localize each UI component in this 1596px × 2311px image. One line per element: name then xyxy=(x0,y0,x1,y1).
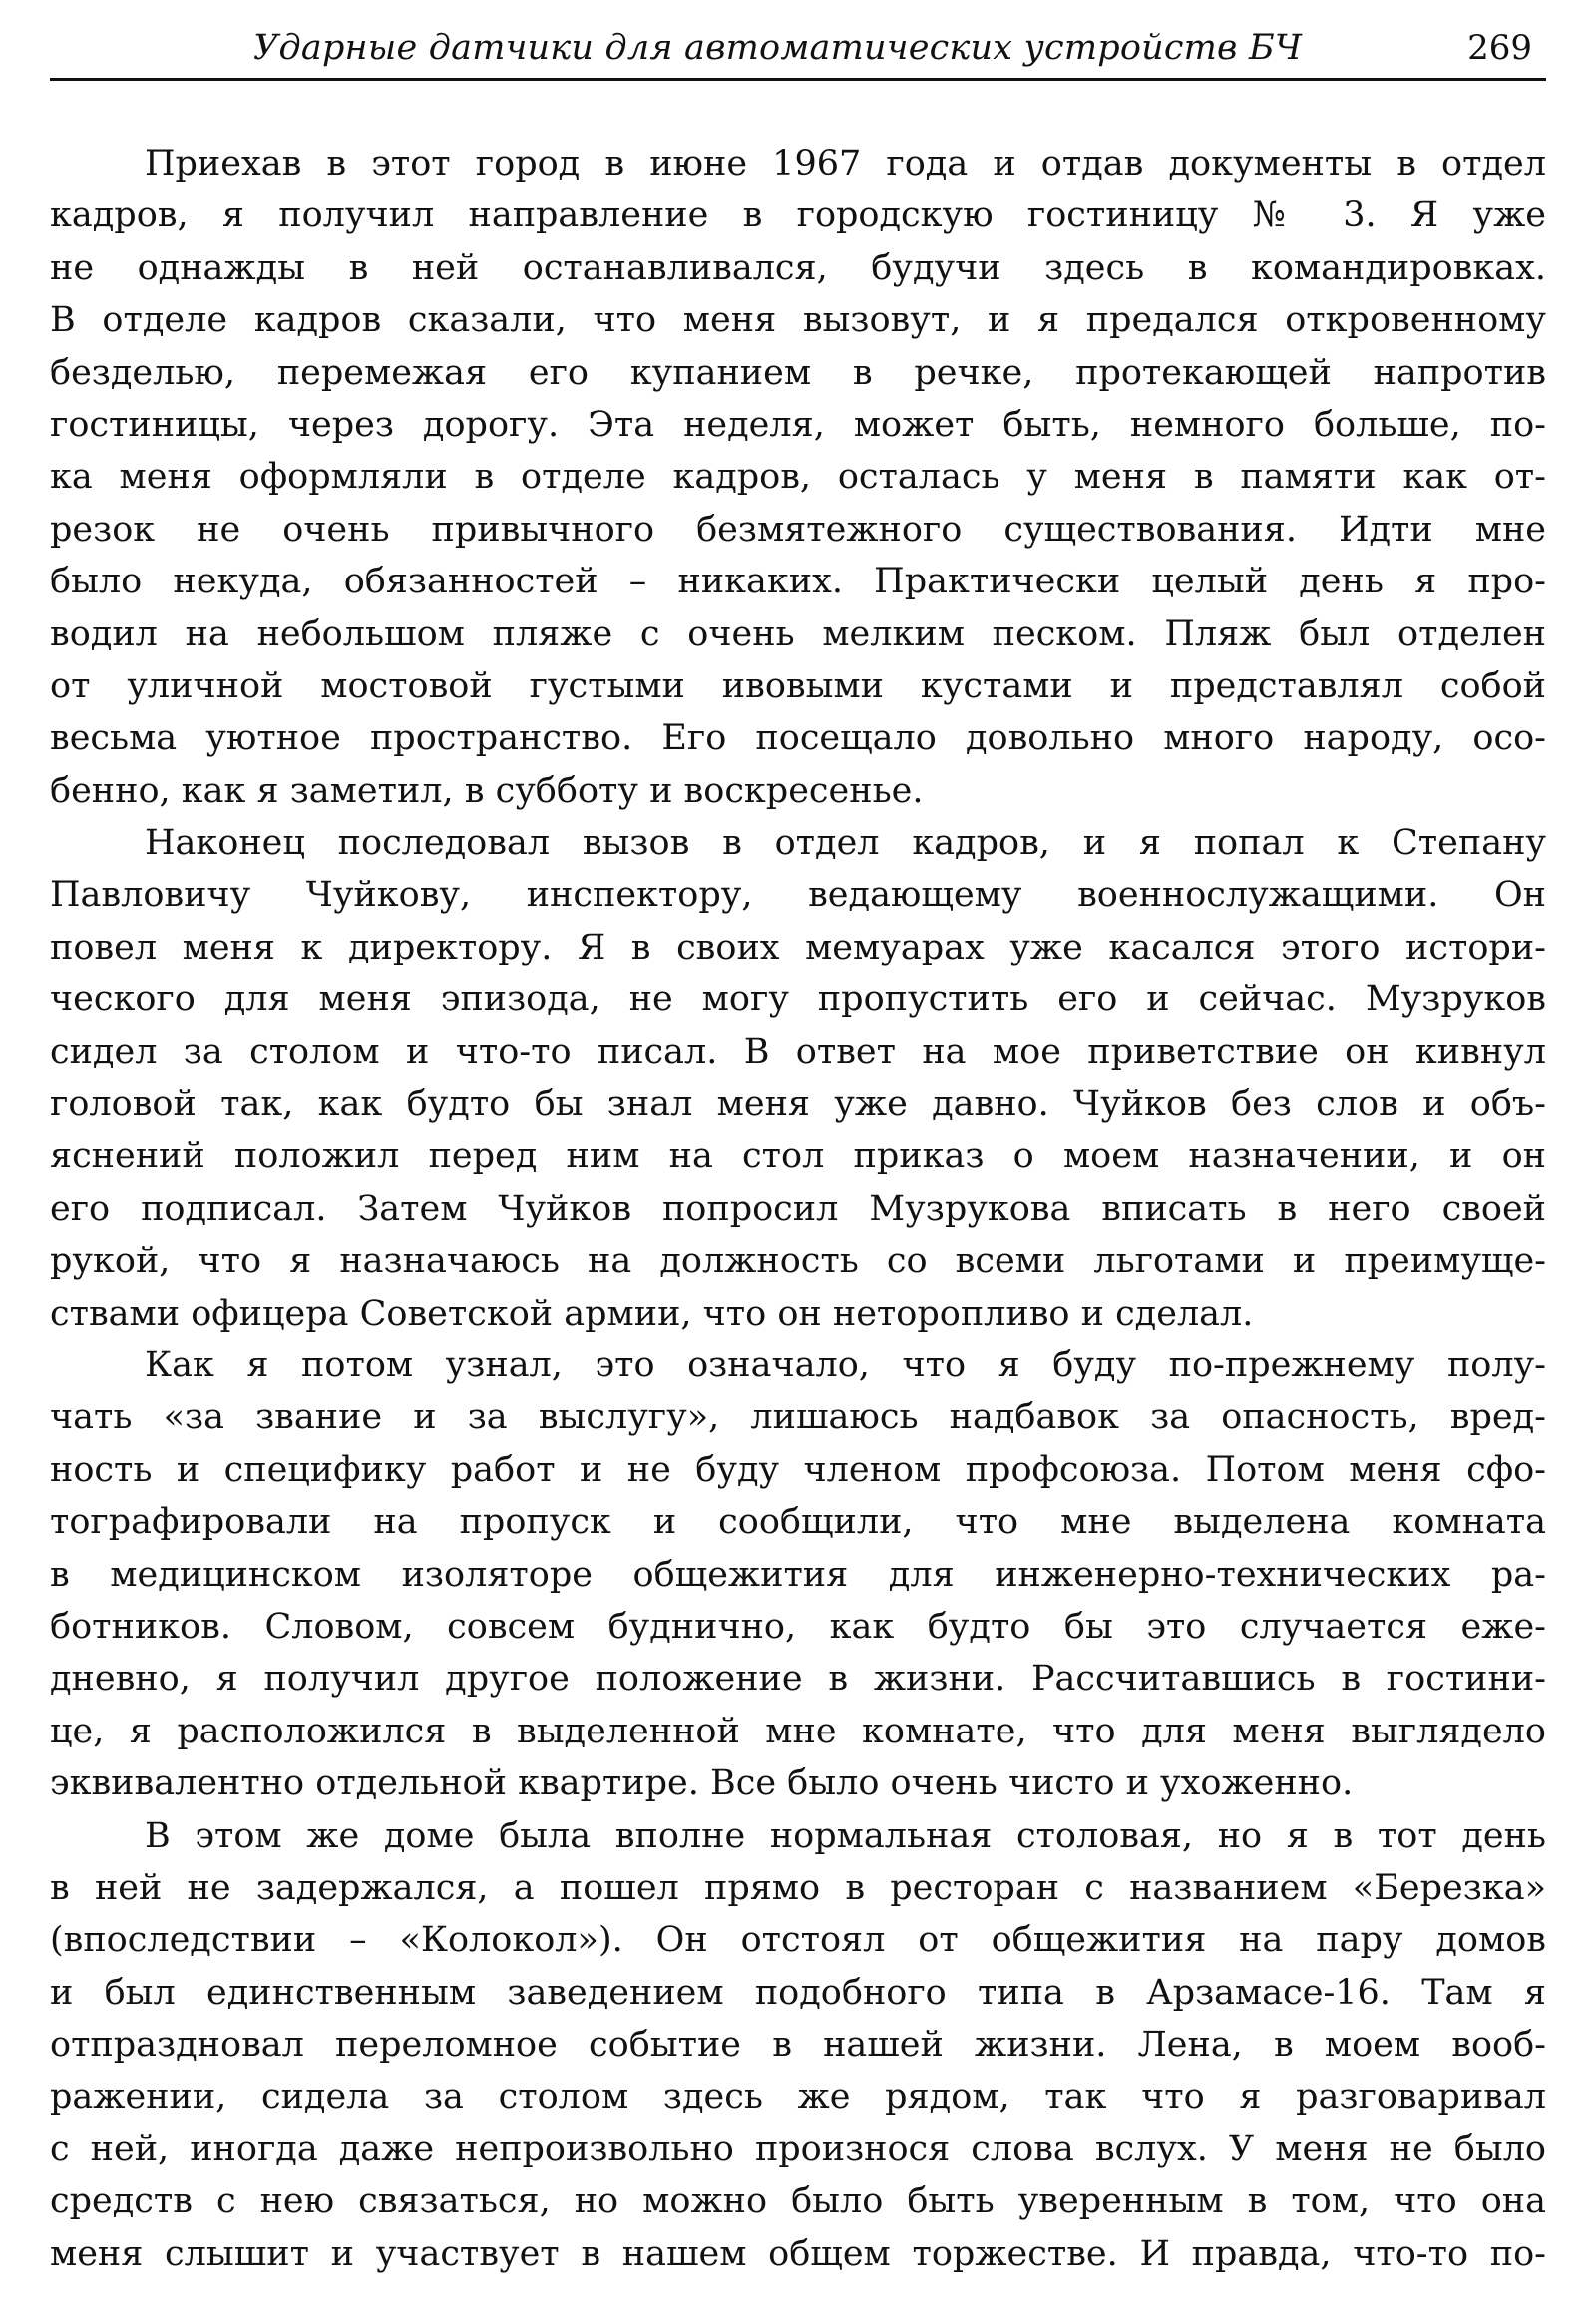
text-line: головой так, как будто бы знал меня уже давно. Чуйков без слов и объ- xyxy=(50,1084,1546,1125)
text-line: ность и специфику работ и не буду членом профсоюза. Потом меня сфо- xyxy=(50,1449,1546,1490)
text-line: Наконец последовал вызов в отдел кадров, и я попал к Степану xyxy=(145,823,1546,864)
text-line: в медицинском изоляторе общежития для инженерно-технических ра- xyxy=(50,1554,1546,1595)
running-title: Ударные датчики для автоматических устройств БЧ xyxy=(253,28,1303,68)
text-line: средств с нею связаться, но можно было быть уверенным в том, что она xyxy=(50,2181,1546,2222)
text-line: яснений положил перед ним на стол приказ о моем назначении, и он xyxy=(50,1136,1546,1177)
text-line: чать «за звание и за выслугу», лишаюсь надбавок за опасность, вред- xyxy=(50,1397,1546,1438)
text-line: сидел за столом и что-то писал. В ответ на мое приветствие он кивнул xyxy=(50,1031,1546,1072)
text-line: весьма уютное пространство. Его посещало довольно много народу, осо- xyxy=(50,718,1546,759)
text-line: и был единственным заведением подобного типа в Арзамасе-16. Там я xyxy=(50,1972,1546,2013)
text-line: дневно, я получил другое положение в жизни. Рассчитавшись в гостини- xyxy=(50,1659,1546,1700)
body-text xyxy=(50,138,1546,2280)
text-line: ка меня оформляли в отделе кадров, осталась у меня в памяти как от- xyxy=(50,457,1546,498)
text-line: не однажды в ней останавливался, будучи здесь в командировках. xyxy=(50,247,1546,288)
text-line: повел меня к директору. Я в своих мемуарах уже касался этого истори- xyxy=(50,927,1546,967)
text-line: его подписал. Затем Чуйков попросил Музрукова вписать в него своей xyxy=(50,1188,1546,1229)
text-line: в ней не задержался, а пошел прямо в ресторан с названием «Березка» xyxy=(50,1867,1546,1908)
running-header xyxy=(50,22,1546,81)
text-line: Павловичу Чуйкову, инспектору, ведающему военнослужащими. Он xyxy=(50,875,1546,916)
text-line: ствами офицера Советской армии, что он неторопливо и сделал. xyxy=(50,1293,1254,1334)
text-line: с ней, иногда даже непроизвольно произнося слова вслух. У меня не было xyxy=(50,2128,1546,2169)
page-number: 269 xyxy=(1467,28,1532,68)
text-line: В этом же доме была вполне нормальная столовая, но я в тот день xyxy=(145,1815,1546,1856)
book-page xyxy=(50,0,1546,2311)
text-line: отпраздновал переломное событие в нашей жизни. Лена, в моем вооб- xyxy=(50,2025,1546,2066)
text-line: гостиницы, через дорогу. Эта неделя, может быть, немного больше, по- xyxy=(50,404,1546,445)
text-line: це, я расположился в выделенной мне комнате, что для меня выглядело xyxy=(50,1711,1546,1751)
text-line: ражении, сидела за столом здесь же рядом, так что я разговаривал xyxy=(50,2077,1546,2118)
text-line: ботников. Словом, совсем буднично, как будто бы это случается еже- xyxy=(50,1606,1546,1647)
text-line: Приехав в этот город в июне 1967 года и отдав документы в отдел xyxy=(145,144,1546,184)
text-line: рукой, что я назначаюсь на должность со всеми льготами и преимуще- xyxy=(50,1241,1546,1282)
text-line: было некуда, обязанностей – никаких. Практически целый день я про- xyxy=(50,562,1546,602)
text-line: водил на небольшом пляже с очень мелким песком. Пляж был отделен xyxy=(50,613,1546,654)
text-line: бенно, как я заметил, в субботу и воскресенье. xyxy=(50,770,924,811)
text-line: резок не очень привычного безмятежного существования. Идти мне xyxy=(50,509,1546,550)
text-line: эквивалентно отдельной квартире. Все было очень чисто и ухоженно. xyxy=(50,1763,1354,1804)
text-line: ческого для меня эпизода, не могу пропустить его и сейчас. Музруков xyxy=(50,979,1546,1020)
text-line: тографировали на пропуск и сообщили, что мне выделена комната xyxy=(50,1502,1546,1543)
text-line: меня слышит и участвует в нашем общем торжестве. И правда, что-то по- xyxy=(50,2233,1546,2274)
text-line: от уличной мостовой густыми ивовыми кустами и представлял собой xyxy=(50,665,1546,706)
text-line: В отделе кадров сказали, что меня вызовут, и я предался откровенному xyxy=(50,300,1546,341)
text-line: (впоследствии – «Колокол»). Он отстоял от общежития на пару домов xyxy=(50,1920,1546,1961)
text-line: безделью, перемежая его купанием в речке, протекающей напротив xyxy=(50,352,1546,393)
text-line: кадров, я получил направление в городскую гостиницу № 3. Я уже xyxy=(50,195,1546,236)
text-line: Как я потом узнал, это означало, что я буду по-прежнему полу- xyxy=(145,1345,1546,1385)
